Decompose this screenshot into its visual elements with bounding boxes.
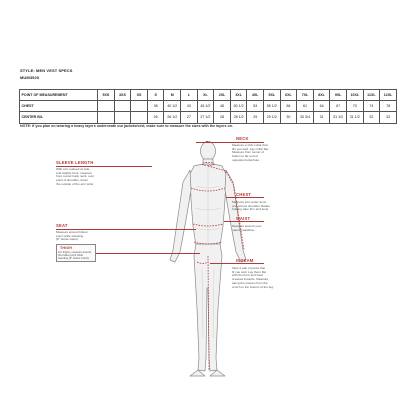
table-cell: 50 1/2 xyxy=(230,101,247,112)
column-header: M xyxy=(164,90,181,101)
table-cell xyxy=(98,101,115,112)
table-cell: 27 1/2 xyxy=(197,112,214,123)
column-header: POINT OF MEASUREMENT xyxy=(20,90,98,101)
style-title: STYLE: MEN VEST SPECS xyxy=(20,68,73,73)
column-header: L xyxy=(181,90,198,101)
table-cell xyxy=(114,101,131,112)
table-cell: 40 1/2 xyxy=(164,101,181,112)
column-header: 4XL xyxy=(247,90,264,101)
column-header: 2XL xyxy=(214,90,231,101)
table-cell: 33 xyxy=(380,112,397,123)
thigh-instructions: For thighs, measure around the fullest point while standing (8" below crotch). xyxy=(58,251,92,261)
column-header: 9XL xyxy=(330,90,347,101)
table-cell xyxy=(131,101,148,112)
table-row-chest xyxy=(20,101,397,112)
seat-instructions: Measure around fullest point while standing (8" below waist). xyxy=(56,230,88,242)
table-cell: 67 xyxy=(330,101,347,112)
inseam-label: INSEAM xyxy=(236,258,254,263)
table-cell: 45 1/2 xyxy=(197,101,214,112)
size-chart-table xyxy=(19,89,397,124)
table-cell: 26 xyxy=(147,112,164,123)
sleeve-length-instructions: With arm relaxed at side and slightly bent, measure from center back neck, over point of shoulder, down the outside of the arm wrist. xyxy=(56,167,95,186)
column-header: S xyxy=(147,90,164,101)
table-cell: 26 1/2 xyxy=(164,112,181,123)
seat-label: SEAT xyxy=(56,223,68,228)
table-cell: 29 1/2 xyxy=(264,112,281,123)
inseam-instructions: Take a pair of pants that fit you well. Lay them flat with the front and back creased inwards. Measure along the inseam from the crotch to the bottom of the leg. xyxy=(232,266,274,289)
table-cell: 70 xyxy=(346,101,363,112)
chest-instructions: Measure just under arms and across shoulder blades holding tape firm and level. xyxy=(232,200,270,212)
table-cell: 61 xyxy=(297,101,314,112)
column-header: 3XS xyxy=(114,90,131,101)
column-header: 7XL xyxy=(297,90,314,101)
table-cell: 78 xyxy=(380,101,397,112)
table-cell: 30 xyxy=(280,112,297,123)
column-header: 11XL xyxy=(363,90,380,101)
column-header: XL xyxy=(197,90,214,101)
thigh-label: THIGH xyxy=(60,246,73,250)
table-cell: 55 1/2 xyxy=(264,101,281,112)
model-number: MUM3520 xyxy=(20,75,40,80)
column-header: 6XL xyxy=(280,90,297,101)
table-cell: 31 1/2 xyxy=(330,112,347,123)
row-label: CHEST xyxy=(20,101,98,112)
waist-instructions: Measure around your natural waistline. xyxy=(232,224,262,232)
column-header: 12XL xyxy=(380,90,397,101)
table-cell: 58 xyxy=(280,101,297,112)
table-cell xyxy=(131,112,148,123)
table-cell: 53 xyxy=(247,101,264,112)
table-cell: 31 xyxy=(313,112,330,123)
column-header: 10XL xyxy=(346,90,363,101)
neck-label: NECK xyxy=(236,136,249,141)
table-cell: 74 xyxy=(363,101,380,112)
table-cell: 38 xyxy=(147,101,164,112)
table-cell: 48 xyxy=(214,101,231,112)
column-header: 5XL xyxy=(264,90,281,101)
layering-note: NOTE: If you plan on wearing a heavy layers underneath our jackets/vest, make sure to measure the sizes with the layers on. xyxy=(20,124,233,128)
column-header: XS xyxy=(131,90,148,101)
table-cell: 43 xyxy=(181,101,198,112)
sleeve-length-label: SLEEVE LENGTH xyxy=(56,160,94,165)
table-header-row xyxy=(20,90,397,101)
table-cell: 64 xyxy=(313,101,330,112)
table-cell: 30 3/4 xyxy=(297,112,314,123)
neck-instructions: Measure a shirt collar that fits you well. Lay collar flat. Measure from center of button to far end of opposite buttonhole. xyxy=(232,143,269,162)
row-label: CENTER B/L xyxy=(20,112,98,123)
table-cell: 28 xyxy=(214,112,231,123)
table-cell xyxy=(98,112,115,123)
table-cell: 31 1/2 xyxy=(346,112,363,123)
column-header: 5XS xyxy=(98,90,115,101)
column-header: 8XL xyxy=(313,90,330,101)
table-cell: 27 xyxy=(181,112,198,123)
waist-label: WAIST xyxy=(236,216,251,221)
chest-label: CHEST xyxy=(236,192,252,197)
table-row-center-bl xyxy=(20,112,397,123)
table-cell xyxy=(114,112,131,123)
table-cell: 29 xyxy=(247,112,264,123)
table-cell: 32 xyxy=(363,112,380,123)
column-header: 3XL xyxy=(230,90,247,101)
table-cell: 28 1/2 xyxy=(230,112,247,123)
